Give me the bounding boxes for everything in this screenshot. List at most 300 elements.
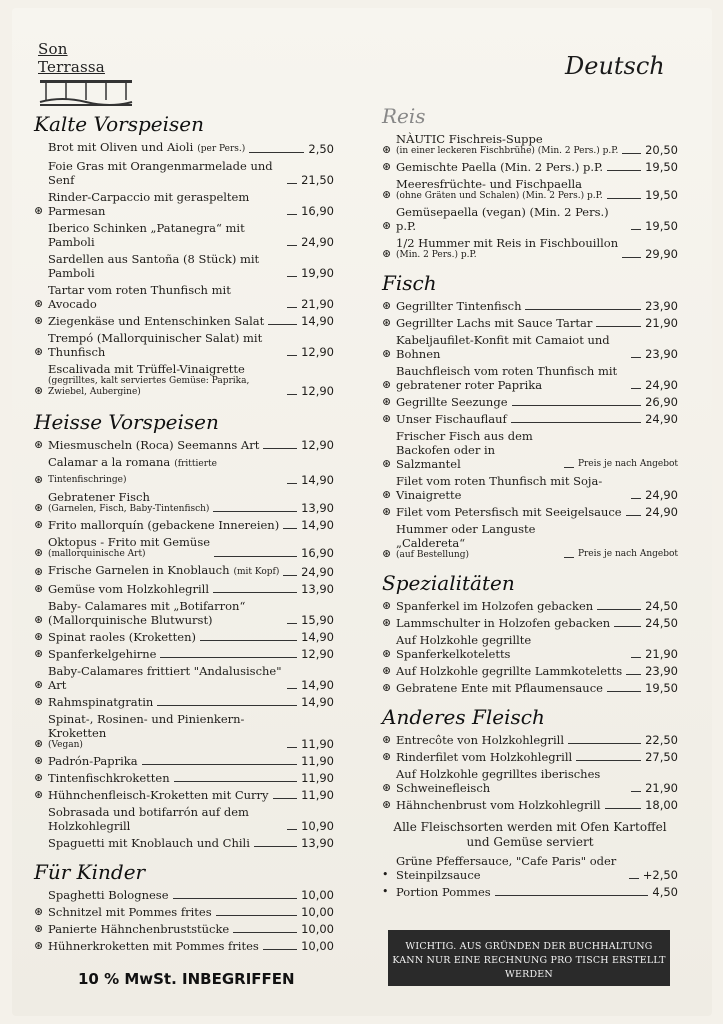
item-name-block (48, 805, 283, 833)
menu-item (34, 331, 334, 359)
leader-line (214, 556, 297, 557)
dish-marker-icon: ⊛ (34, 905, 44, 918)
item-name-block (48, 922, 229, 936)
dish-marker-icon: ⊛ (382, 599, 392, 612)
item-price: +2,50 (642, 868, 678, 882)
item-price: 24,90 (645, 412, 678, 426)
menu-item (34, 712, 334, 751)
leader-line (142, 764, 297, 765)
section-title: Spezialitäten (382, 571, 515, 595)
dish-marker-icon: ⊛ (382, 647, 392, 660)
item-name-block (48, 771, 170, 785)
item-name: Tintenfischkroketten (48, 771, 170, 785)
item-name: Spaghetti Bolognese (48, 888, 169, 902)
dish-marker-icon: ⊛ (34, 297, 44, 310)
logo-title: Son Terrassa (38, 40, 105, 76)
menu-item (34, 438, 334, 452)
item-name: Brot mit Oliven und Aioli (48, 140, 194, 154)
menu-item (34, 888, 334, 902)
left-column (34, 112, 334, 956)
item-name-block (48, 362, 283, 398)
menu-item (382, 599, 678, 613)
item-name-block (396, 633, 627, 661)
item-name-block (48, 582, 209, 596)
item-price: 23,90 (645, 664, 678, 678)
item-name: Spinat-, Rosinen- und Pinienkern-Kroketten (48, 712, 245, 740)
item-name-block (396, 316, 592, 330)
menu-item (382, 364, 678, 392)
item-name-block (396, 160, 603, 174)
item-price: Preis je nach Angebot (577, 549, 678, 559)
section-heisse-vorspeisen (34, 410, 334, 850)
leader-line (216, 915, 297, 916)
item-note: (per Pers.) (197, 144, 246, 154)
restaurant-logo (38, 40, 136, 108)
dish-marker-icon: ⊛ (34, 737, 44, 750)
leader-line (614, 626, 641, 627)
item-price: 11,90 (301, 771, 334, 785)
item-name: Auf Holzkohle gegrillte Spanferkelkoteletts (396, 633, 532, 661)
item-price: 12,90 (301, 438, 334, 452)
section-fisch (382, 271, 678, 561)
dish-marker-icon: ⊛ (382, 316, 392, 329)
leader-line (631, 657, 641, 658)
item-price: 4,50 (652, 885, 678, 899)
leader-line (631, 357, 641, 358)
item-name-block (396, 767, 627, 795)
leader-line (629, 878, 639, 879)
dish-marker-icon: ⊛ (34, 438, 44, 451)
dish-marker-icon: ⊛ (382, 750, 392, 763)
leader-line (631, 498, 641, 499)
item-name: Unser Fischauflauf (396, 412, 507, 426)
item-name-block (48, 905, 212, 919)
leader-line (268, 324, 297, 325)
item-name-block (48, 159, 283, 187)
menu-item (34, 535, 334, 560)
item-name-block (396, 205, 627, 233)
item-name: Sardellen aus Santoña (8 Stück) mit Pamboli (48, 252, 260, 280)
item-name: Spaguetti mit Knoblauch und Chili (48, 836, 250, 850)
leader-line (160, 657, 297, 658)
leader-line (263, 448, 297, 449)
dish-marker-icon: ⊛ (34, 204, 44, 217)
item-price: 19,50 (645, 188, 678, 202)
dish-marker-icon: ⊛ (34, 314, 44, 327)
terrace-logo-icon (38, 76, 134, 108)
item-name: Grüne Pfeffersauce, "Cafe Paris" oder Steinpilzsauce (396, 854, 617, 882)
leader-line (626, 515, 641, 516)
leader-line (249, 152, 304, 153)
item-price: 11,90 (301, 754, 334, 768)
leader-line (631, 229, 641, 230)
dish-marker-icon: ⊛ (382, 299, 392, 312)
leader-line (287, 829, 297, 830)
item-name-block (48, 888, 169, 902)
item-price: 15,90 (301, 613, 334, 627)
item-price: 14,90 (301, 518, 334, 532)
menu-item (382, 854, 678, 882)
item-price: 19,50 (645, 219, 678, 233)
dish-marker-icon: ⊛ (382, 188, 392, 201)
menu-item (34, 905, 334, 919)
item-price: 26,90 (645, 395, 678, 409)
billing-notice: WICHTIG. AUS GRÜNDEN DER BUCHHALTUNG KANN NUR EINE RECHNUNG PRO TISCH ERSTELLT WERDEN (388, 930, 670, 986)
vat-notice: 10 % MwSt. INBEGRIFFEN (78, 970, 295, 988)
leader-line (607, 691, 641, 692)
leader-line (607, 170, 641, 171)
bullet-icon: • (382, 868, 389, 881)
item-name-block (396, 750, 572, 764)
section-title: Heisse Vorspeisen (34, 410, 219, 434)
item-name: Sobrasada und botifarrón auf dem Holzkohlegrill (48, 805, 249, 833)
item-price: 14,90 (301, 678, 334, 692)
item-name: Hähnchenbrust vom Holzkohlegrill (396, 798, 601, 812)
item-name: Frische Garnelen in Knoblauch (48, 563, 230, 577)
item-price: 12,90 (301, 345, 334, 359)
item-price: 16,90 (301, 546, 334, 560)
item-name-block (396, 132, 618, 157)
item-price: 24,90 (645, 378, 678, 392)
item-price: 14,90 (301, 630, 334, 644)
item-name: Panierte Hähnchenbruststücke (48, 922, 230, 936)
item-name: Auf Holzkohle gegrillte Lammkoteletts (396, 664, 623, 678)
item-name: Hühnchenfleisch-Kroketten mit Curry (48, 788, 269, 802)
dish-marker-icon: ⊛ (382, 505, 392, 518)
item-price: 24,90 (301, 565, 334, 579)
item-subtitle: (in einer leckeren Fischbrühe) (Min. 2 Pers.) p.P. (396, 146, 619, 156)
leader-line (287, 688, 297, 689)
item-price: 10,00 (301, 888, 334, 902)
item-name: Foie Gras mit Orangenmarmelade und Senf (48, 159, 273, 187)
menu-item (382, 633, 678, 661)
leader-line (631, 388, 641, 389)
leader-line (287, 623, 297, 624)
leader-line (287, 307, 297, 308)
item-name: Ziegenkäse und Entenschinken Salat (48, 314, 265, 328)
item-name: Gemüse vom Holzkohlegrill (48, 582, 210, 596)
leader-line (254, 846, 297, 847)
item-name-block (396, 505, 622, 519)
menu-item (34, 190, 334, 218)
item-name-block (396, 854, 625, 882)
item-name-block (48, 283, 283, 311)
item-name: Calamar a la romana (48, 455, 171, 469)
menu-item (382, 750, 678, 764)
item-name-block (396, 429, 560, 471)
item-name-block (396, 733, 564, 747)
item-name-block (396, 681, 603, 695)
leader-line (564, 557, 574, 558)
leader-line (287, 214, 297, 215)
menu-item (34, 630, 334, 644)
leader-line (283, 528, 297, 529)
leader-line (525, 309, 641, 310)
menu-item (34, 771, 334, 785)
item-name: Frito mallorquín (gebackene Innereien) (48, 518, 280, 532)
item-price: 10,00 (301, 939, 334, 953)
item-name-block (48, 563, 279, 579)
item-price: 12,90 (301, 384, 334, 398)
menu-item (34, 140, 334, 156)
item-name-block (396, 299, 521, 313)
dish-marker-icon: ⊛ (34, 345, 44, 358)
item-name-block (48, 490, 209, 515)
menu-item (34, 805, 334, 833)
item-name-block (396, 236, 618, 261)
menu-item (34, 455, 334, 487)
menu-item (34, 582, 334, 596)
dish-marker-icon: ⊛ (34, 473, 44, 486)
dish-marker-icon: ⊛ (34, 939, 44, 952)
item-subtitle: (auf Bestellung) (396, 550, 469, 560)
item-name: NÀUTIC Fischreis-Suppe (396, 132, 543, 146)
item-name: Rinderfilet vom Holzkohlegrill (396, 750, 573, 764)
item-name-block (48, 535, 210, 560)
dish-marker-icon: ⊛ (382, 488, 392, 501)
leader-line (213, 592, 297, 593)
item-name: Hummer oder Languste „Caldereta“ (396, 522, 536, 550)
leader-line (263, 949, 297, 950)
menu-item (382, 205, 678, 233)
leader-line (200, 640, 297, 641)
item-name-block (48, 712, 283, 751)
item-name-block (396, 474, 627, 502)
item-price: 24,50 (645, 599, 678, 613)
leader-line (597, 609, 641, 610)
item-price: 19,90 (301, 266, 334, 280)
section-title: Anderes Fleisch (382, 705, 545, 729)
item-price: 21,90 (645, 647, 678, 661)
dish-marker-icon: ⊛ (34, 695, 44, 708)
item-name-block (48, 190, 283, 218)
item-name: Oktopus - Frito mit Gemüse (48, 535, 211, 549)
leader-line (596, 326, 641, 327)
dish-marker-icon: ⊛ (34, 630, 44, 643)
item-price: 13,90 (301, 501, 334, 515)
item-name-block (396, 177, 603, 202)
item-name-block (48, 331, 283, 359)
dish-marker-icon: ⊛ (34, 754, 44, 767)
dish-marker-icon: ⊛ (382, 395, 392, 408)
item-price: 19,50 (645, 160, 678, 174)
item-name: Baby- Calamares mit „Botifarron“ (Mallorquinische Blutwurst) (48, 599, 246, 627)
menu-item (382, 316, 678, 330)
item-name: Rahmspinatgratin (48, 695, 154, 709)
section-title: Für Kinder (34, 860, 146, 884)
dish-marker-icon: ⊛ (34, 647, 44, 660)
leader-line (273, 798, 298, 799)
item-name: Miesmuscheln (Roca) Seemanns Art (48, 438, 260, 452)
item-price: 16,90 (301, 204, 334, 218)
leader-line (511, 422, 641, 423)
section-kalte-vorspeisen (34, 112, 334, 398)
leader-line (287, 183, 297, 184)
leader-line (576, 760, 641, 761)
dish-marker-icon: ⊛ (34, 771, 44, 784)
item-name: Gebratene Ente mit Pflaumensauce (396, 681, 603, 695)
item-price: 21,90 (301, 297, 334, 311)
menu-item (34, 362, 334, 398)
leader-line (622, 153, 641, 154)
section-anderes-fleisch (382, 705, 678, 812)
item-name-block (396, 798, 601, 812)
leader-line (495, 895, 649, 896)
menu-item (382, 177, 678, 202)
menu-item (34, 922, 334, 936)
dish-marker-icon: ⊛ (382, 412, 392, 425)
item-price: 14,90 (301, 473, 334, 487)
leader-line (157, 705, 297, 706)
item-name: Meeresfrüchte- und Fischpaella (396, 177, 583, 191)
dish-marker-icon: ⊛ (34, 546, 44, 559)
right-column (382, 104, 678, 902)
item-name-block (48, 939, 259, 953)
dish-marker-icon: ⊛ (382, 616, 392, 629)
item-name-block (396, 599, 593, 613)
menu-item (34, 159, 334, 187)
dish-marker-icon: ⊛ (382, 347, 392, 360)
leader-line (287, 747, 297, 748)
leader-line (568, 743, 641, 744)
item-name: Frischer Fisch aus dem Backofen oder in Salzmantel (396, 429, 533, 471)
item-name-block (48, 455, 283, 487)
item-name-block (48, 836, 250, 850)
dish-marker-icon: ⊛ (382, 143, 392, 156)
item-name: Spinat raoles (Kroketten) (48, 630, 196, 644)
item-name-block (48, 754, 138, 768)
item-price: 10,00 (301, 922, 334, 936)
menu-item (34, 314, 334, 328)
item-name: Hühnerkroketten mit Pommes frites (48, 939, 259, 953)
item-price: 11,90 (301, 788, 334, 802)
dish-marker-icon: ⊛ (34, 384, 44, 397)
item-name: 1/2 Hummer mit Reis in Fischbouillon (396, 236, 619, 250)
item-price: 20,50 (645, 143, 678, 157)
item-price: 29,90 (645, 247, 678, 261)
item-price: 27,50 (645, 750, 678, 764)
item-price: 24,90 (645, 505, 678, 519)
item-name-block (48, 630, 196, 644)
menu-item (382, 429, 678, 471)
menu-item (382, 798, 678, 812)
menu-item (34, 754, 334, 768)
item-name: Tartar vom roten Thunfisch mit Avocado (48, 283, 231, 311)
item-price: 13,90 (301, 582, 334, 596)
menu-item (382, 505, 678, 519)
item-name: Filet vom Petersfisch mit Seeigelsauce (396, 505, 622, 519)
dish-marker-icon: ⊛ (382, 247, 392, 260)
leader-line (287, 276, 297, 277)
item-price: 13,90 (301, 836, 334, 850)
leader-line (626, 674, 641, 675)
menu-item (382, 681, 678, 695)
item-name-block (396, 664, 622, 678)
item-name: Escalivada mit Trüffel-Vinaigrette (48, 362, 245, 376)
leader-line (287, 483, 297, 484)
item-name: Gegrillter Lachs mit Sauce Tartar (396, 316, 593, 330)
item-price: 23,90 (645, 299, 678, 313)
item-price: Preis je nach Angebot (577, 459, 678, 469)
item-price: 21,90 (645, 781, 678, 795)
item-name-block (48, 599, 283, 627)
item-subtitle: (Vegan) (48, 740, 83, 750)
section-title: Reis (382, 104, 426, 128)
item-note: (mit Kopf) (233, 567, 280, 577)
menu-item (34, 939, 334, 953)
meat-side-info: Alle Fleischsorten werden mit Ofen Kartoffel und Gemüse serviert (393, 820, 667, 849)
item-price: 14,90 (301, 314, 334, 328)
item-name: Gemüsepaella (vegan) (Min. 2 Pers.) p.P. (396, 205, 609, 233)
section-reis (382, 104, 678, 261)
item-name: Portion Pommes (396, 885, 491, 899)
dish-marker-icon: ⊛ (34, 788, 44, 801)
dish-marker-icon: ⊛ (382, 733, 392, 746)
item-name: Lammschulter in Holzofen gebacken (396, 616, 611, 630)
section-fuer-kinder (34, 860, 334, 953)
menu-item (382, 474, 678, 502)
bullet-icon: • (382, 885, 389, 898)
menu-item (382, 333, 678, 361)
item-subtitle: (Min. 2 Pers.) p.P. (396, 250, 477, 260)
item-name-block (48, 647, 156, 661)
menu-item (34, 518, 334, 532)
leader-line (605, 808, 642, 809)
leader-line (213, 511, 297, 512)
menu-item (34, 252, 334, 280)
item-name: Spanferkelgehirne (48, 647, 157, 661)
section-title: Fisch (382, 271, 437, 295)
leader-line (512, 405, 642, 406)
item-price: 14,90 (301, 695, 334, 709)
dish-marker-icon: ⊛ (34, 922, 44, 935)
dish-marker-icon: ⊛ (382, 547, 392, 560)
leader-line (283, 575, 297, 576)
item-name-block (396, 364, 627, 392)
item-name: Gegrillter Tintenfisch (396, 299, 522, 313)
dish-marker-icon: ⊛ (382, 457, 392, 470)
item-name-block (48, 221, 283, 249)
dish-marker-icon: ⊛ (382, 798, 392, 811)
item-name: Spanferkel im Holzofen gebacken (396, 599, 594, 613)
extras-list (382, 854, 678, 899)
leader-line (174, 781, 297, 782)
menu-item (382, 733, 678, 747)
menu-item (34, 788, 334, 802)
menu-item (382, 132, 678, 157)
item-price: 21,90 (645, 316, 678, 330)
menu-item (382, 160, 678, 174)
item-subtitle: (mallorquinische Art) (48, 549, 146, 559)
item-name: Schnitzel mit Pommes frites (48, 905, 212, 919)
item-name-block (396, 412, 507, 426)
item-price: 23,90 (645, 347, 678, 361)
dish-marker-icon: ⊛ (382, 681, 392, 694)
leader-line (173, 898, 298, 899)
item-name-block (48, 518, 279, 532)
menu-item (34, 695, 334, 709)
item-name: Iberico Schinken „Patanegra“ mit Pamboli (48, 221, 245, 249)
menu-item (34, 283, 334, 311)
dish-marker-icon: ⊛ (382, 664, 392, 677)
item-price: 12,90 (301, 647, 334, 661)
item-price: 10,90 (301, 819, 334, 833)
menu-item (382, 616, 678, 630)
item-name: Baby-Calamares frittiert "Andalusische" Art (48, 664, 282, 692)
dish-marker-icon: ⊛ (34, 518, 44, 531)
item-name: Bauchfleisch vom roten Thunfisch mit gebratener roter Paprika (396, 364, 618, 392)
item-name: Auf Holzkohle gegrilltes iberisches Schweinefleisch (396, 767, 601, 795)
